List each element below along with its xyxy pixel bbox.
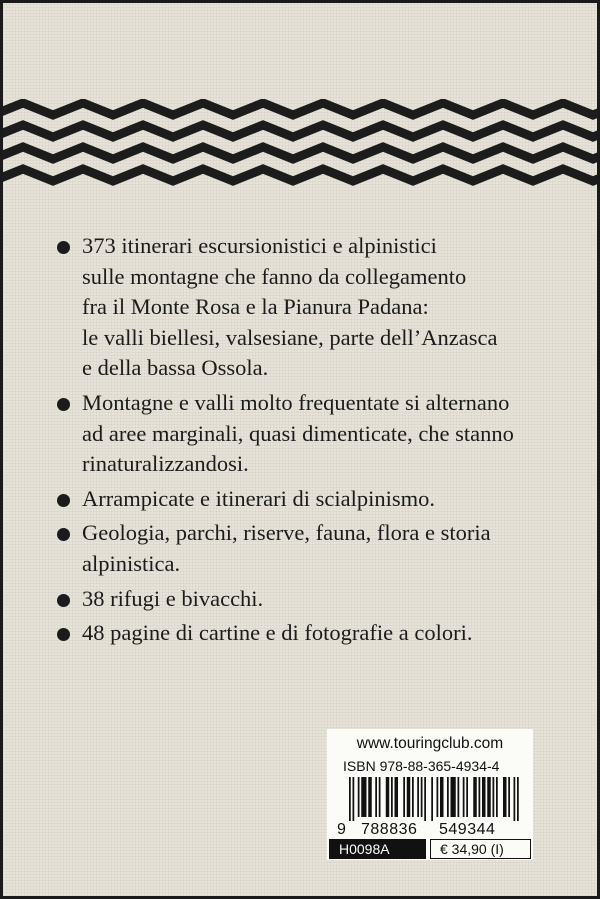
feature-item xyxy=(57,388,577,480)
barcode-bar xyxy=(391,777,393,817)
feature-item xyxy=(57,484,577,515)
barcode-bar xyxy=(358,777,360,817)
barcode-bar xyxy=(368,777,372,817)
bullet-dot-icon xyxy=(57,594,70,607)
zigzag-line-1 xyxy=(3,103,597,115)
feature-text-line: rinaturalizzandosi. xyxy=(82,451,249,477)
feature-text-line: fra il Monte Rosa e la Pianura Padana: xyxy=(82,294,429,320)
barcode-bar xyxy=(440,777,444,817)
zigzag-line-3 xyxy=(3,147,597,159)
barcode-panel xyxy=(327,729,533,860)
barcode-bar xyxy=(353,777,355,821)
feature-text-line: Montagne e valli molto frequentate si alternano xyxy=(82,389,510,415)
feature-text-line: ad aree marginali, quasi dimenticate, che stanno xyxy=(82,420,514,446)
barcode-bar xyxy=(463,777,465,817)
bullet-dot-icon xyxy=(57,398,70,411)
barcode-bar xyxy=(466,777,468,817)
zigzag-line-4 xyxy=(3,169,597,181)
feature-text-line: e della bassa Ossola. xyxy=(82,355,269,381)
barcode-bar xyxy=(412,777,414,817)
barcode-bar xyxy=(458,777,460,817)
barcode-bar xyxy=(386,777,390,817)
barcode-bar xyxy=(407,777,411,817)
price-label: € 34,90 (I) xyxy=(430,839,531,859)
barcode-bar xyxy=(503,777,507,817)
feature-text-line: 38 rifugi e bivacchi. xyxy=(82,585,264,611)
barcode-bar xyxy=(451,777,456,817)
barcode-bar xyxy=(473,777,477,817)
feature-item xyxy=(57,584,577,615)
barcode-bar xyxy=(482,777,486,817)
back-cover xyxy=(3,3,597,896)
barcode-bar xyxy=(403,777,405,817)
feature-text-line: 373 itinerari escursionistici e alpinistici xyxy=(82,233,437,258)
barcode-bar xyxy=(424,777,426,821)
bullet-dot-icon xyxy=(57,628,70,641)
barcode-bar xyxy=(508,777,510,817)
barcode-bar xyxy=(487,777,491,817)
barcode-bar xyxy=(447,777,449,817)
barcode-digit-first: 9 xyxy=(337,821,347,838)
feature-text-line: Arrampicate e itinerari di scialpinismo. xyxy=(82,485,436,511)
barcode-digits-left: 788836 xyxy=(361,821,418,838)
feature-text-line: sulle montagne che fanno da collegamento xyxy=(82,263,467,289)
barcode-bar xyxy=(375,777,377,817)
product-code: H0098A xyxy=(329,839,426,859)
feature-text-line: le valli biellesi, valsesiane, parte dell’Anzasca xyxy=(82,324,498,350)
isbn-label: ISBN 978-88-365-4934-4 xyxy=(343,758,500,774)
website-url: www.touringclub.com xyxy=(356,735,504,752)
zigzag-decoration xyxy=(3,99,597,199)
barcode-bar xyxy=(421,777,423,817)
barcode-bar xyxy=(361,777,366,817)
barcode-bar xyxy=(493,777,495,817)
bullet-dot-icon xyxy=(57,241,70,254)
feature-list xyxy=(57,231,577,653)
barcode-bar xyxy=(417,777,419,817)
barcode-bar xyxy=(379,777,381,817)
barcode-bar xyxy=(479,777,481,817)
feature-item xyxy=(57,618,577,649)
barcode-bar xyxy=(395,777,399,817)
feature-item xyxy=(57,231,577,384)
barcode-bar xyxy=(437,777,439,817)
zigzag-line-2 xyxy=(3,125,597,137)
barcode-bar xyxy=(431,777,433,821)
barcode-bar xyxy=(514,777,516,821)
feature-item xyxy=(57,518,577,579)
barcode-icon xyxy=(349,777,519,821)
feature-text-line: 48 pagine di cartine e di fotografie a colori. xyxy=(82,620,473,646)
bullet-dot-icon xyxy=(57,528,70,541)
feature-text-line: alpinistica. xyxy=(82,550,181,576)
barcode-bar xyxy=(496,777,498,817)
barcode-bar xyxy=(349,777,351,821)
feature-text-line: Geologia, parchi, riserve, fauna, flora e storia xyxy=(82,520,491,546)
barcode-bar xyxy=(517,777,519,821)
barcode-digits-right: 549344 xyxy=(439,821,496,838)
bullet-dot-icon xyxy=(57,494,70,507)
